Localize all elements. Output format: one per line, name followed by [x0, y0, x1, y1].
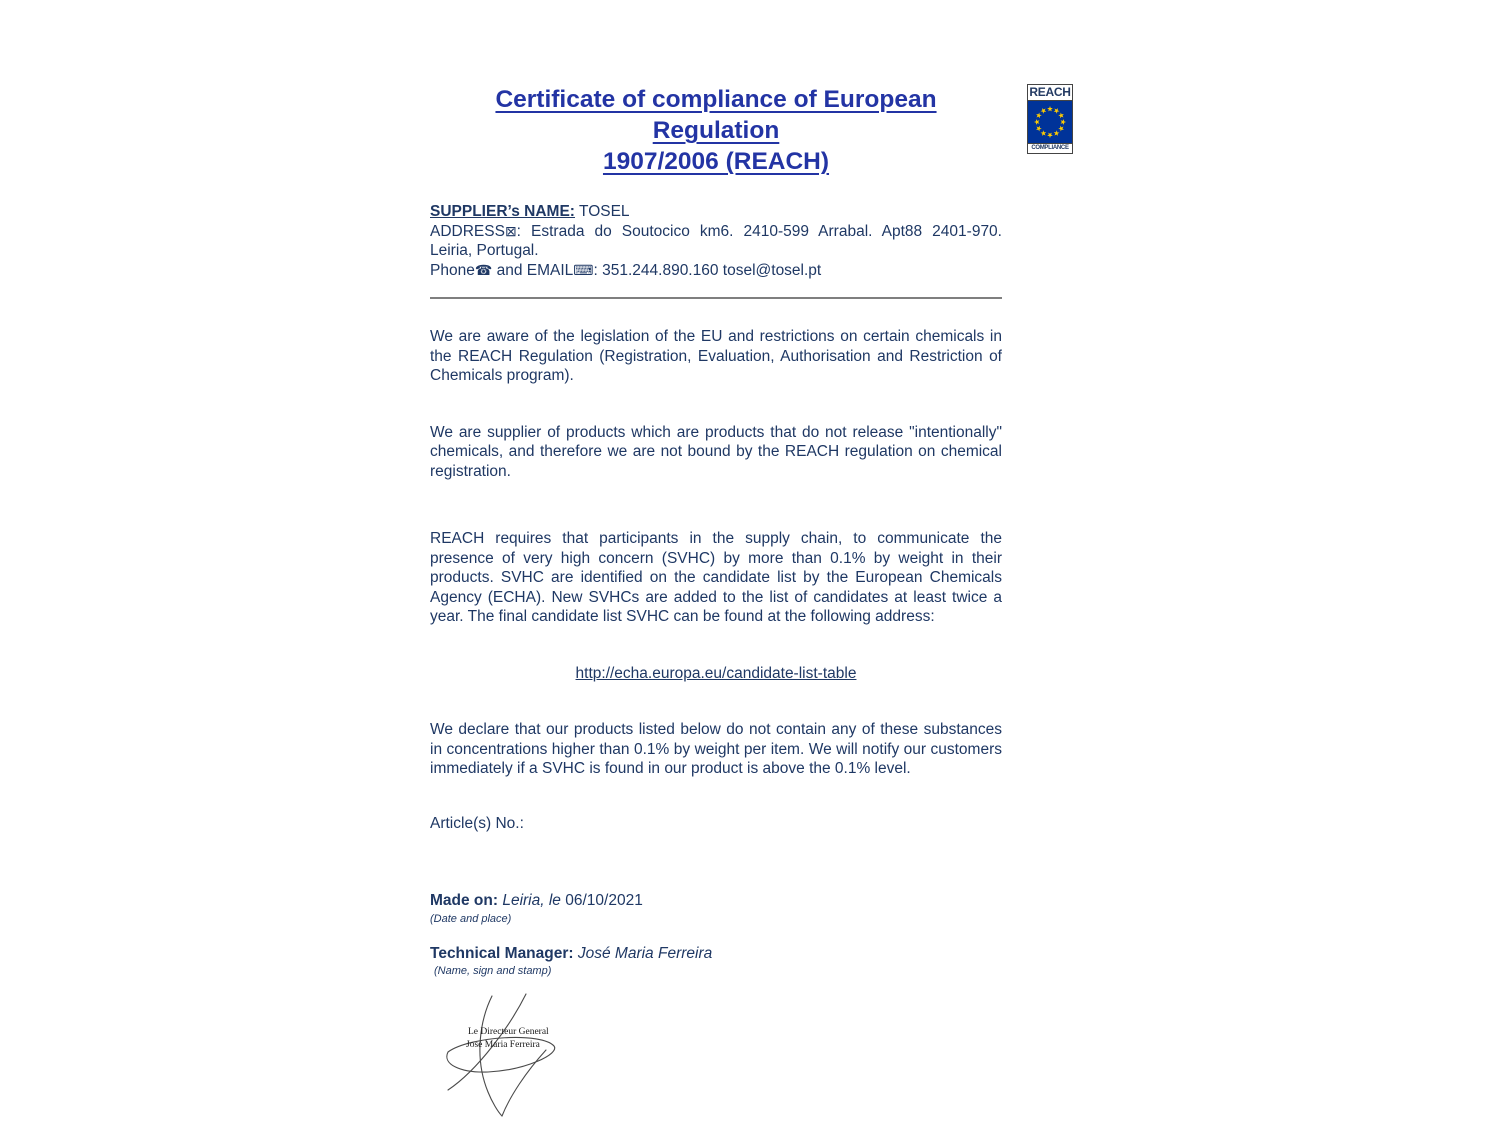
address-value: : Estrada do Soutocico km6. 2410-599 Arrabal. Apt88 2401-970. Leiria, Portugal. [430, 222, 1002, 259]
phone-label: Phone [430, 261, 475, 279]
envelope-icon: ⊠ [504, 222, 517, 239]
supplier-name-label: SUPPLIER’s NAME: [430, 203, 575, 220]
technical-manager-line [430, 944, 1002, 964]
made-on-line [430, 891, 1002, 911]
supplier-name-line [430, 202, 1002, 222]
reach-logo-title: REACH [1029, 85, 1071, 99]
made-on-label: Made on: [430, 892, 499, 909]
name-sign-stamp-caption: (Name, sign and stamp) [434, 965, 552, 977]
paragraph-awareness: We are aware of the legislation of the EU and restrictions on certain chemicals in the REACH Regulation (Registration, Evaluation, Authorisation and Restriction of Chemicals program). [430, 328, 1002, 384]
signature-text-line2: José Maria Ferreira [466, 1040, 540, 1050]
computer-icon: ⌨ [573, 261, 594, 278]
page-title-line2: 1907/2006 (REACH) [602, 148, 830, 175]
eu-flag-icon [1028, 101, 1072, 143]
paragraph-reach-requirements: REACH requires that participants in the supply chain, to communicate the presence of very high concern (SVHC) by more than 0.1% by weight in their products. SVHC are identified on the candidate list by the European Chemicals Agency (ECHA). New SVHCs are added to the list of candidates at least twice a year. The final candidate list SVHC can be found at the following address: [430, 530, 1002, 625]
page-title-line1: Certificate of compliance of European Regulation [495, 86, 937, 144]
signature-text-line1: Le Directeur General [468, 1027, 549, 1037]
address-label: ADDRESS [430, 222, 505, 240]
paragraph-declaration: We declare that our products listed below do not contain any of these substances in concentrations higher than 0.1% by weight per item. We will notify our customers immediately if a SVHC is found in our product is above the 0.1% level. [430, 721, 1002, 777]
signature-area [430, 992, 1002, 1122]
contact-value: : 351.244.890.160 tosel@tosel.pt [593, 261, 822, 279]
paragraph-supplier-statement: We are supplier of products which are products that do not release "intentionally" chemicals, and therefore we are not bound by the REACH regulation on chemical registration. [430, 423, 1002, 480]
email-label: and EMAIL [492, 261, 574, 279]
supplier-address-line [430, 222, 1002, 261]
supplier-block [430, 202, 1002, 280]
technical-manager-name: José Maria Ferreira [573, 944, 713, 962]
document-body [430, 84, 1002, 1122]
made-on-date: 06/10/2021 [565, 892, 643, 909]
candidate-list-link-line [430, 664, 1002, 684]
reach-logo-subtitle: COMPLIANCE [1028, 143, 1072, 153]
technical-manager-label: Technical Manager: [430, 944, 574, 962]
article-number-label: Article(s) No.: [430, 814, 524, 832]
phone-icon: ☎ [474, 261, 493, 278]
candidate-list-link[interactable]: http://echa.europa.eu/candidate-list-table [575, 664, 857, 682]
reach-compliance-logo [1027, 84, 1073, 154]
made-on-place: Leiria, le [498, 892, 566, 909]
page-title [430, 84, 1002, 177]
supplier-name-value: TOSEL [574, 203, 630, 220]
date-place-caption: (Date and place) [430, 912, 512, 925]
signature-scribble [430, 992, 610, 1122]
supplier-contact-line [430, 261, 1002, 281]
horizontal-divider [430, 297, 1002, 299]
